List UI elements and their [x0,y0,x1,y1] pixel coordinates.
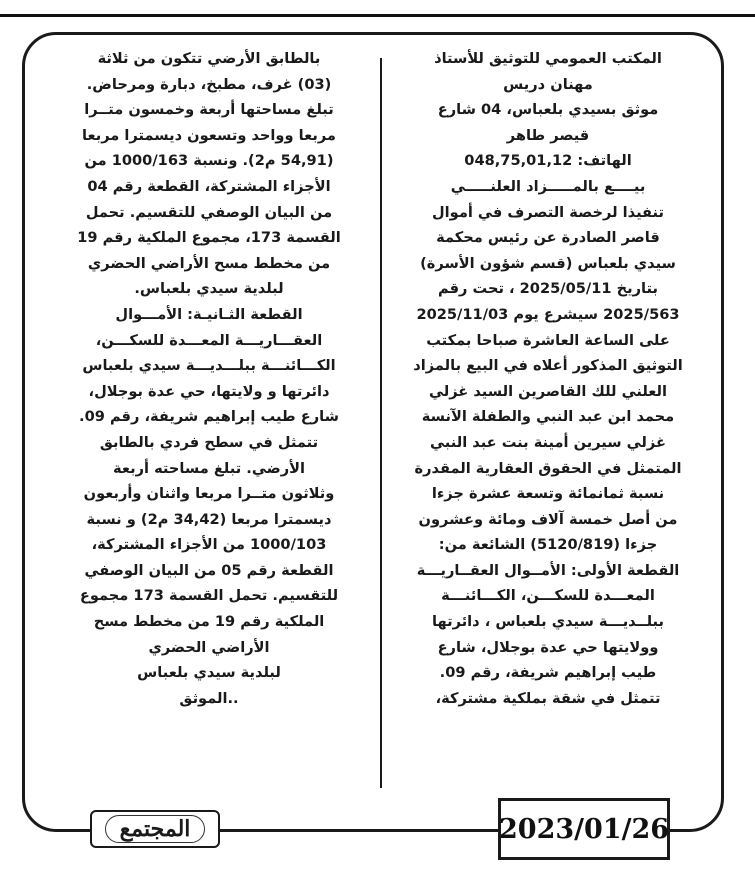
text-line: وولايتها حي عدة بوجلال، شارع [437,638,659,656]
text-line: (03) غرف، مطبخ، دبارة ومرحاض. [86,75,332,93]
text-line: نسبة ثمانمائة وتسعة عشرة جزءا [431,485,665,503]
text-line: مربعا وواحد وتسعون ديسمترا مربعا [82,126,336,144]
text-line: 1000/103 من الأجزاء المشتركة، [91,536,327,554]
text-line: قيصر طاهر [506,126,590,144]
text-line: الأجزاء المشتركة، القطعة رقم 04 [87,177,331,195]
text-line: تتمثل في سطح فردي بالطابق [99,433,319,451]
text-line: التوثيق المذكور أعلاه في البيع بالمزاد [413,357,683,375]
left-text-column [50,46,368,711]
text-line: تتمثل في شقة بملكية مشتركة، [435,689,661,707]
text-line: للتقسيم. تحمل القسمة 173 مجموع [79,587,339,605]
text-line: غزلي سيرين أمينة بنت عبد النبي [430,433,666,451]
text-line: شارع طيب إبراهيم شريفة، رقم 09. [79,408,339,426]
text-line: (54,91 م2). ونسبة 1000/163 من [84,152,334,170]
text-line: الكـــائنـــة ببلـــديـــة سيدي بلعباس [82,357,336,375]
text-line: المكتب العمومي للتوثيق للأستاذ [434,50,662,67]
text-line: دائرتها و ولايتها، حي عدة بوجلال، [88,382,330,400]
text-line: الأراضي الحضري [148,638,270,656]
text-line: 2025/563 سيشرع يوم 2025/11/03 [416,305,680,323]
text-line: العقـــاريـــة المعـــدة للسكـــن، [95,331,323,349]
text-line: الأرضي. تبلغ مساحته أربعة [113,459,305,477]
text-line: جزءا (5120/819) الشائعة من: [438,536,658,554]
text-line: لبلدية سيدي بلعباس. [134,280,284,298]
text-line: لبلدية سيدي بلعباس [137,664,281,682]
text-line: بتاريخ 2025/05/11 ، تحت رقم [438,280,658,298]
text-line: ديسمترا مربعا (34,42 م2) و نسبة [86,510,332,528]
newspaper-logo [90,810,220,848]
text-line: بيــــع بالمـــــزاد العلنـــــي [450,177,646,195]
text-line: من أصل خمسة آلاف ومائة وعشرون [418,510,678,528]
text-line: محمد ابن عبد النبي والطفلة الآنسة [421,408,675,426]
text-line: تنفيذا لرخصة التصرف في أموال [432,203,664,221]
logo-text: المجتمع [105,815,206,843]
text-line: وثلاثون متــرا مربعا واثنان وأربعون [83,485,335,503]
text-line: الهاتف: 048,75,01,12 [464,152,632,170]
text-line: العلني للك القاصرين السيد غزلي [428,382,668,400]
text-line: القسمة 173، مجموع الملكية رقم 19 [77,229,341,247]
right-text-column [398,46,698,711]
text-line: مهنان دريس [503,75,593,93]
column-divider [380,58,382,788]
text-line: تبلغ مساحتها أربعة وخمسون متــرا [84,101,334,119]
top-rule [0,14,755,17]
text-line: موثق بسيدي بلعباس، 04 شارع [437,101,659,119]
text-line: القطعة الثـانيـة: الأمـــوال [115,305,303,323]
text-line: ببلــديـــة سيدي بلعباس ، دائرتها [432,613,664,631]
text-line: القطعة رقم 05 من البيان الوصفي [84,561,334,579]
text-line: سيدي بلعباس (قسم شؤون الأسرة) [420,254,676,272]
text-line: ..الموثق [179,689,239,707]
text-line: طيب إبراهيم شريفة، رقم 09. [439,664,657,682]
text-line: القطعة الأولى: الأمــوال العقــاريـــة [416,561,680,579]
text-line: على الساعة العاشرة صباحا بمكتب [426,331,670,349]
text-line: الملكية رقم 19 من مخطط مسح [93,613,325,631]
text-line: قاصر الصادرة عن رئيس محكمة [436,229,660,247]
text-line: من البيان الوصفي للتقسيم. تحمل [85,203,333,221]
text-line: المتمثل في الحقوق العقارية المقدرة [414,459,682,477]
text-line: المعـــدة للسكـــن، الكـــائنـــة [441,587,655,605]
text-line: بالطابق الأرضي تتكون من ثلاثة [97,50,321,67]
text-line: من مخطط مسح الأراضي الحضري [87,254,331,272]
publication-date: 2023/01/26 [498,798,670,860]
